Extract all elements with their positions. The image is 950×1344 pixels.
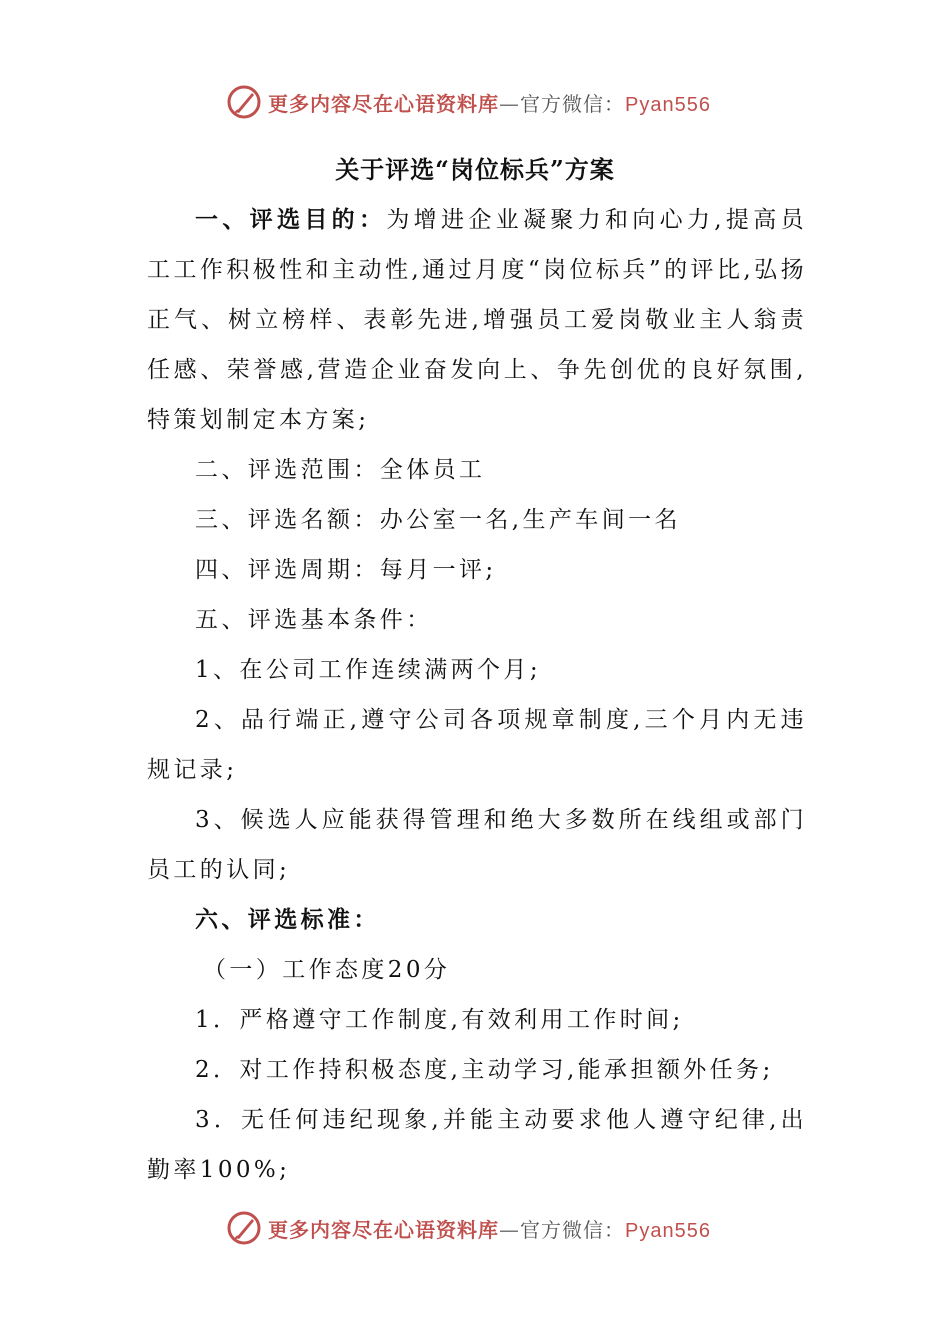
section-standards-heading: 六、评选标准： bbox=[195, 906, 380, 933]
quill-logo-icon bbox=[226, 84, 262, 120]
condition-item: 1、在公司工作连续满两个月; bbox=[195, 657, 541, 683]
condition-item: 3、候选人应能获得管理和绝大多数所在线组或部门员工的认同; bbox=[147, 807, 807, 883]
standard-item: 2．对工作持积极态度,主动学习,能承担额外任务; bbox=[195, 1057, 774, 1083]
watermark-label: 官方微信： bbox=[520, 91, 625, 116]
standard-item: 3．无任何违纪现象,并能主动要求他人遵守纪律,出勤率100%; bbox=[147, 1107, 807, 1183]
section-purpose bbox=[147, 195, 807, 445]
footer-watermark-banner bbox=[226, 1208, 746, 1248]
section-conditions-heading: 五、评选基本条件： bbox=[195, 607, 433, 633]
watermark-text bbox=[268, 88, 711, 117]
watermark-label: 官方微信： bbox=[520, 1217, 625, 1242]
section-purpose-text: 为增进企业凝聚力和向心力,提高员工工作积极性和主动性,通过月度“岗位标兵”的评比,弘扬正气、树立榜样、表彰先进,增强员工爱岗敬业主人翁责任感、荣誉感,营造企业奋发向上、争先创优的良好氛围,特策划制定本方案; bbox=[147, 207, 807, 433]
watermark-account: Pyan556 bbox=[625, 1219, 711, 1242]
standard-item: 1．严格遵守工作制度,有效利用工作时间; bbox=[195, 1007, 684, 1033]
condition-item: 2、品行端正,遵守公司各项规章制度,三个月内无违规记录; bbox=[147, 707, 807, 783]
watermark-account: Pyan556 bbox=[625, 93, 711, 116]
quill-logo-icon bbox=[226, 1210, 262, 1246]
document-title: 关于评选“岗位标兵”方案 bbox=[335, 155, 615, 184]
section-scope: 二、评选范围：全体员工 bbox=[195, 457, 486, 483]
watermark-brand: 更多内容尽在心语资料库 bbox=[268, 1217, 499, 1242]
standards-subheading: （一）工作态度20分 bbox=[203, 957, 451, 983]
section-quota: 三、评选名额：办公室一名,生产车间一名 bbox=[195, 507, 681, 533]
watermark-text bbox=[268, 1214, 711, 1243]
watermark-dash: — bbox=[499, 91, 520, 116]
header-watermark-banner bbox=[226, 82, 746, 122]
section-purpose-heading: 一、评选目的： bbox=[195, 206, 387, 233]
watermark-brand: 更多内容尽在心语资料库 bbox=[268, 91, 499, 116]
watermark-dash: — bbox=[499, 1217, 520, 1242]
section-period: 四、评选周期：每月一评; bbox=[195, 557, 497, 583]
document-body bbox=[147, 195, 807, 1195]
